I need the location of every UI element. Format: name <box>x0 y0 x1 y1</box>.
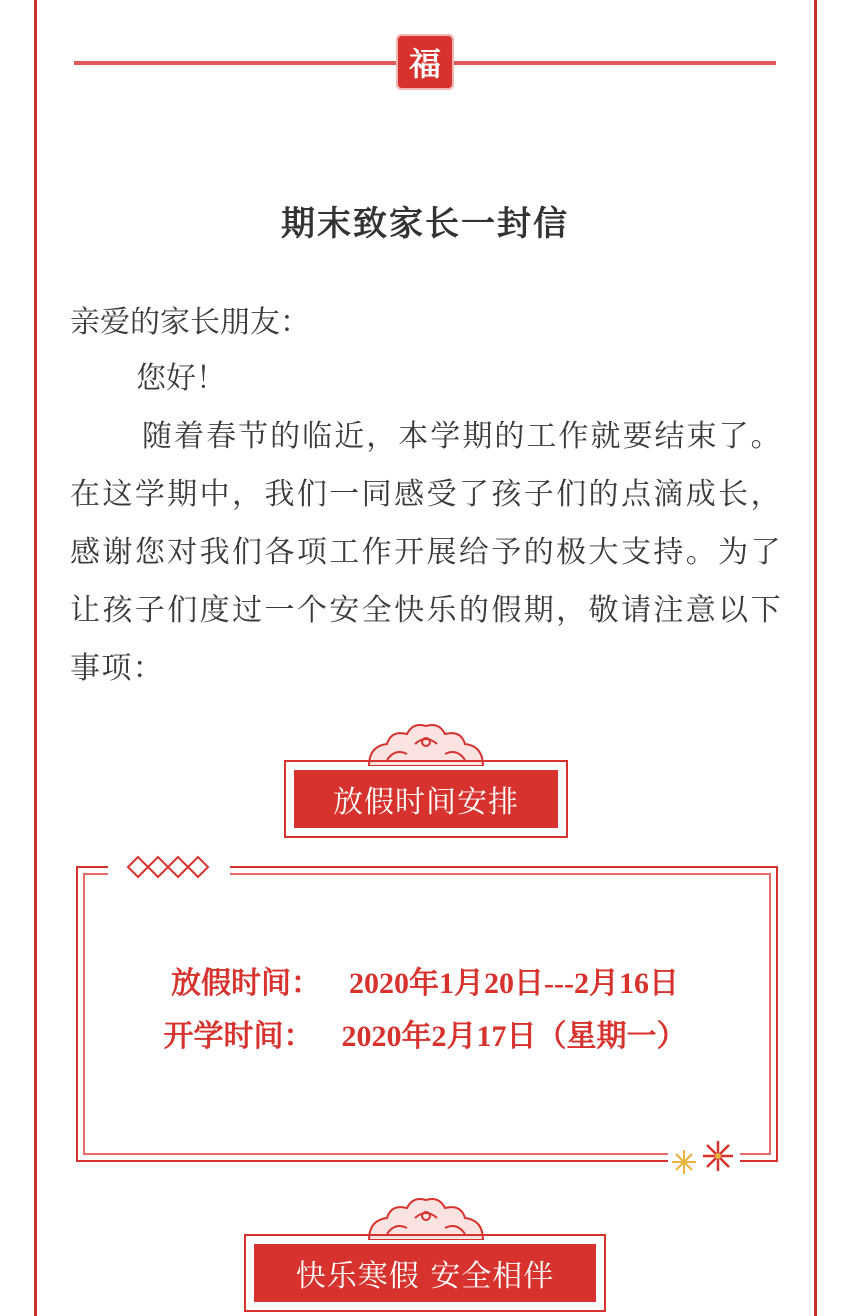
fu-badge <box>396 34 454 90</box>
section-banner-label: 放假时间安排 <box>333 785 519 820</box>
school-start-row <box>0 1011 850 1055</box>
firework-ornament-icon <box>670 1140 740 1176</box>
section-banner-safe-holiday <box>250 1240 600 1306</box>
diamonds-ornament-icon <box>124 852 216 882</box>
holiday-period-label: 放假时间： <box>171 967 321 1000</box>
page-title: 期末致家长一封信 <box>281 204 569 244</box>
letter-greeting: 亲爱的家长朋友： <box>70 305 310 340</box>
fu-badge-text: 福 <box>408 45 441 83</box>
holiday-period-value: 2020年1月20日---2月16日 <box>349 967 679 1000</box>
school-start-value: 2020年2月17日（星期一） <box>341 1020 687 1053</box>
section-banner-label: 快乐寒假 安全相伴 <box>295 1259 555 1294</box>
letter-body: 随着春节的临近，本学期的工作就要结束了。在这学期中，我们一同感受了孩子们的点滴成长，感谢您对我们各项工作开展给予的极大支持。为了让孩子们度过一个安全快乐的假期，敬请注意以下事项： <box>70 419 782 686</box>
section-banner-holiday-schedule <box>290 766 562 832</box>
letter-hello: 您好！ <box>136 361 226 396</box>
holiday-period-row <box>0 958 850 1002</box>
cloud-ornament-icon <box>365 720 487 768</box>
cloud-ornament-icon <box>365 1194 487 1242</box>
school-start-label: 开学时间： <box>163 1020 314 1053</box>
